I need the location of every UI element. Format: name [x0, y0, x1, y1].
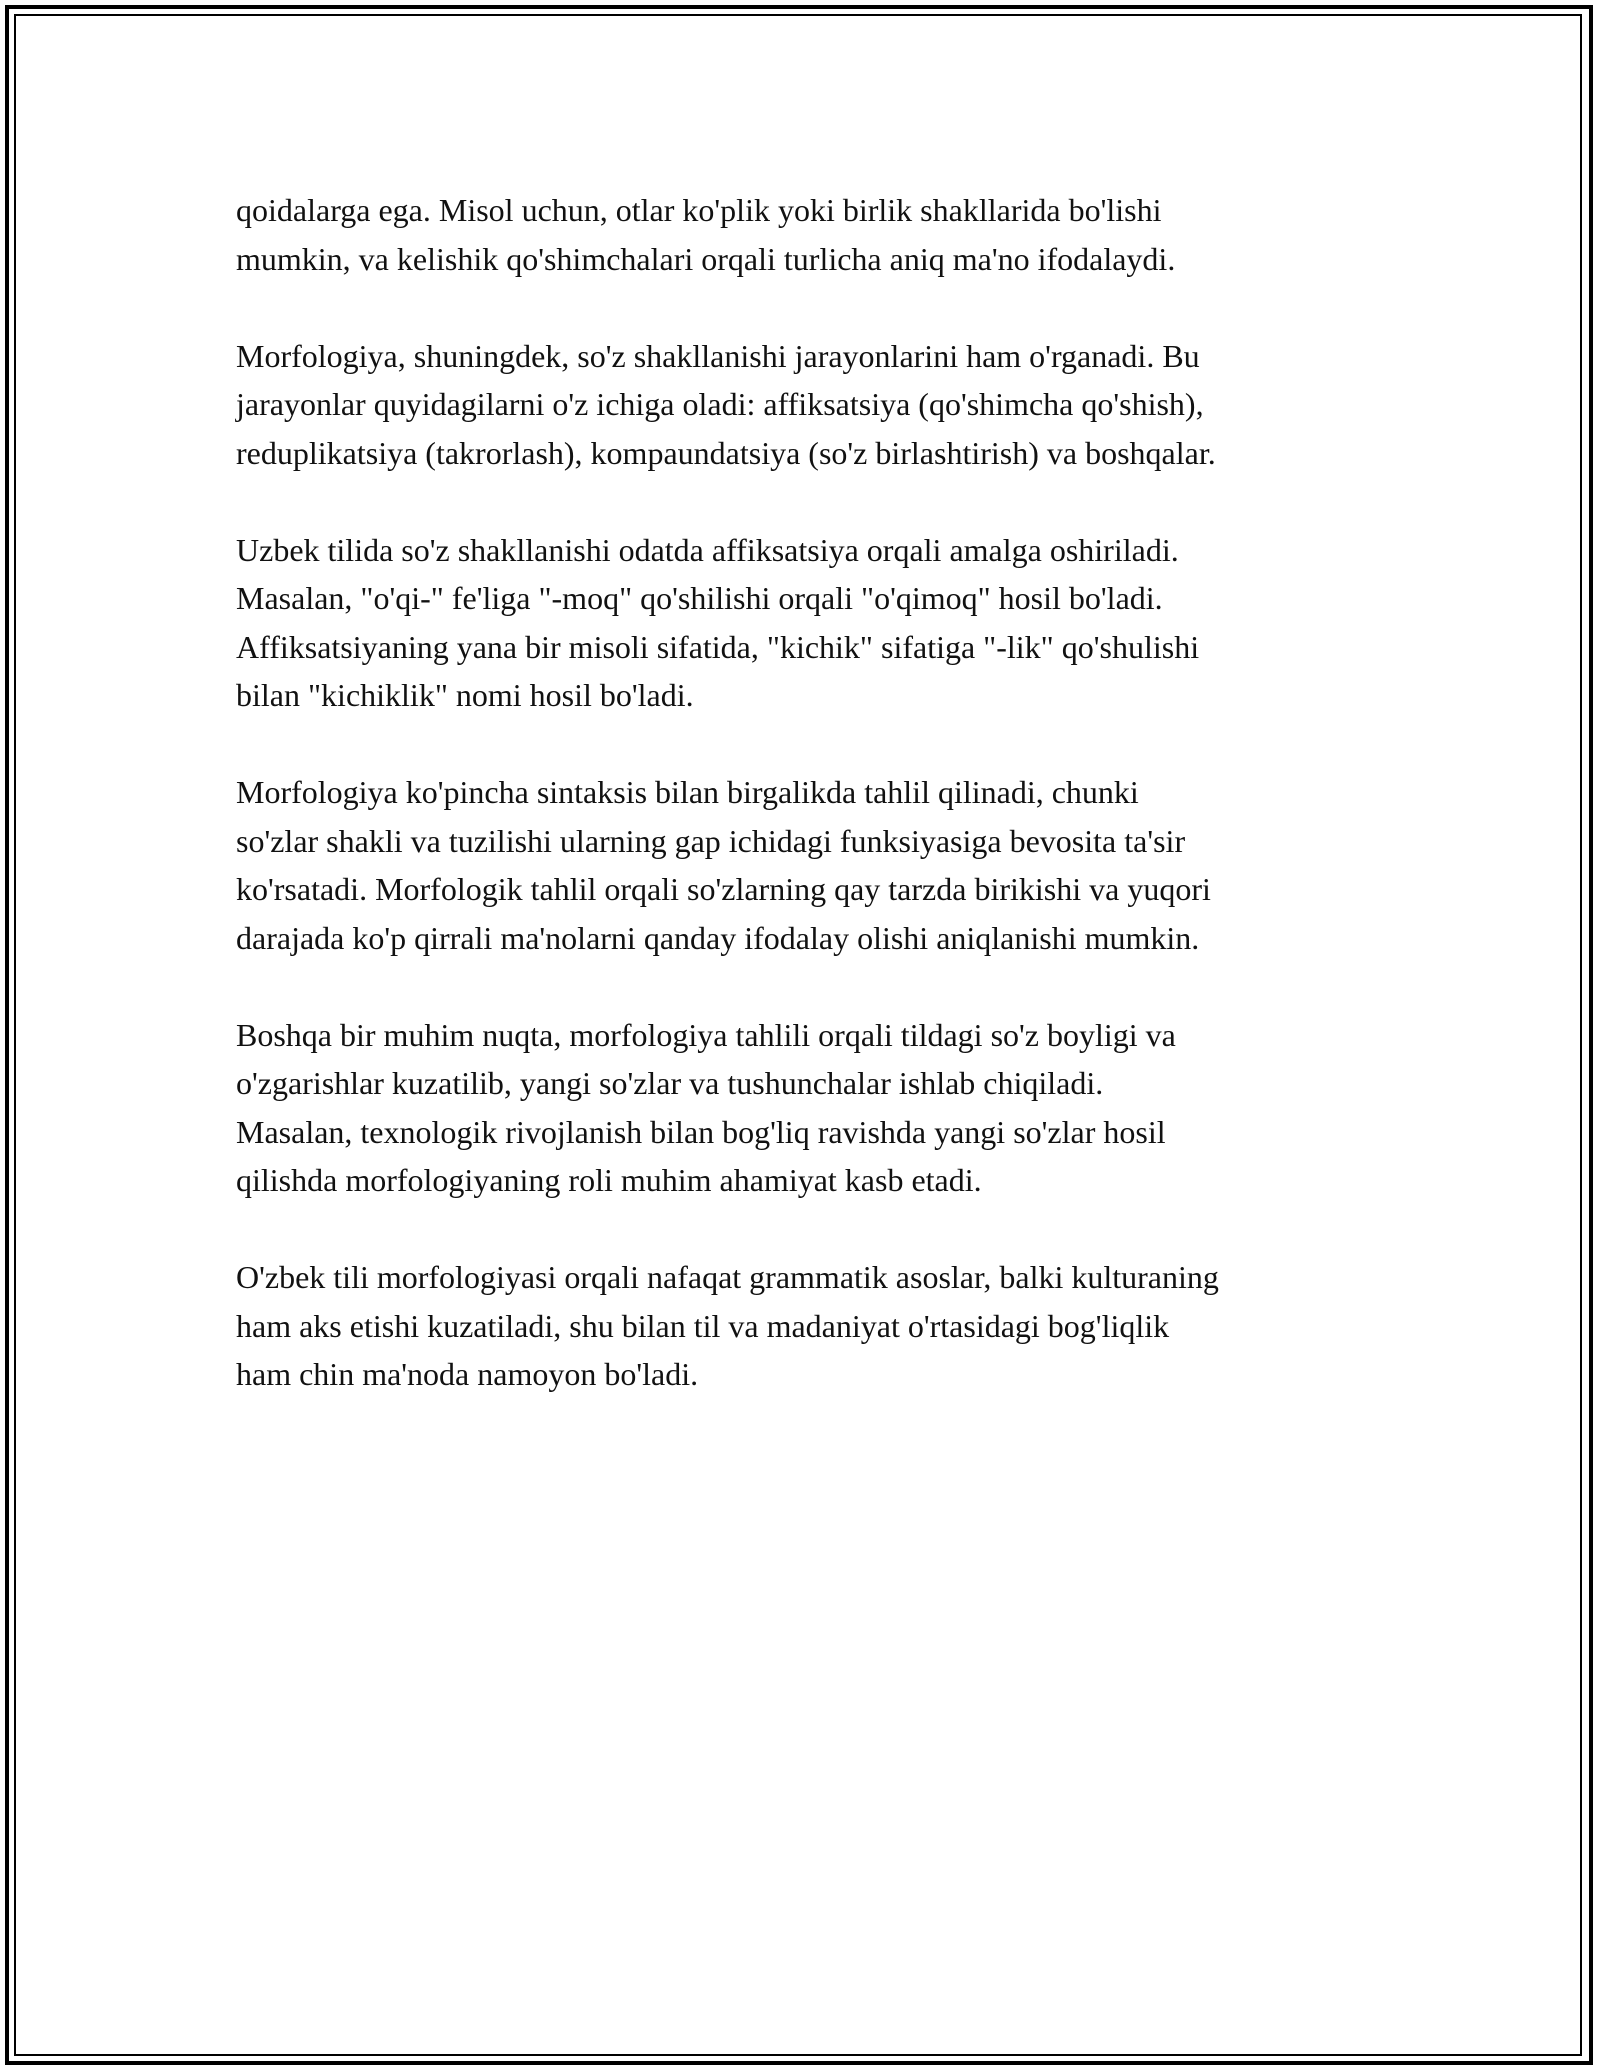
- paragraph-6: O'zbek tili morfologiyasi orqali nafaqat grammatik asoslar, balki kulturaning ham aks etishi kuzatiladi, shu bilan til va madaniyat o'rtasidagi bog'liqlik ham chin ma'noda namoyon bo'ladi.: [236, 1259, 1219, 1392]
- paragraph-4: Morfologiya ko'pincha sintaksis bilan birgalikda tahlil qilinadi, chunki so'zlar shakli va tuzilishi ularning gap ichidagi funksiyasiga bevosita ta'sir ko'rsatadi. Morfologik tahlil orqali so'zlarning qay tarzda birikishi va yuqori darajada ko'p qirrali ma'nolarni qanday ifodalay olishi aniqlanishi mumkin.: [236, 774, 1211, 956]
- paragraph-3: Uzbek tilida so'z shakllanishi odatda affiksatsiya orqali amalga oshiriladi. Masalan, "o'qi-" fe'liga "-moq" qo'shilishi orqali "o'qimoq" hosil bo'ladi. Affiksatsiyaning yana bir misoli sifatida, "kichik" sifatiga "-lik" qo'shulishi bilan "kichiklik" nomi hosil bo'ladi.: [236, 531, 1200, 713]
- paragraph-5: Boshqa bir muhim nuqta, morfologiya tahlili orqali tildagi so'z boyligi va o'zgarishlar kuzatilib, yangi so'zlar va tushunchalar ishlab chiqiladi. Masalan, texnologik rivojlanish bilan bog'liq ravishda yangi so'zlar hosil qilishda morfologiyaning roli muhim ahamiyat kasb etadi.: [236, 1016, 1176, 1198]
- paragraph-2: Morfologiya, shuningdek, so'z shakllanishi jarayonlarini ham o'rganadi. Bu jarayonlar quyidagilarni o'z ichiga oladi: affiksatsiya (qo'shimcha qo'shish), reduplikatsiya (takrorlash), kompaundatsiya (so'z birlashtirish) va boshqalar.: [236, 337, 1216, 471]
- paragraph-1: qoidalarga ega. Misol uchun, otlar ko'plik yoki birlik shakllarida bo'lishi mumkin, va kelishik qo'shimchalari orqali turlicha aniq ma'no ifodalaydi.: [236, 192, 1176, 277]
- document-body: [236, 186, 1436, 1447]
